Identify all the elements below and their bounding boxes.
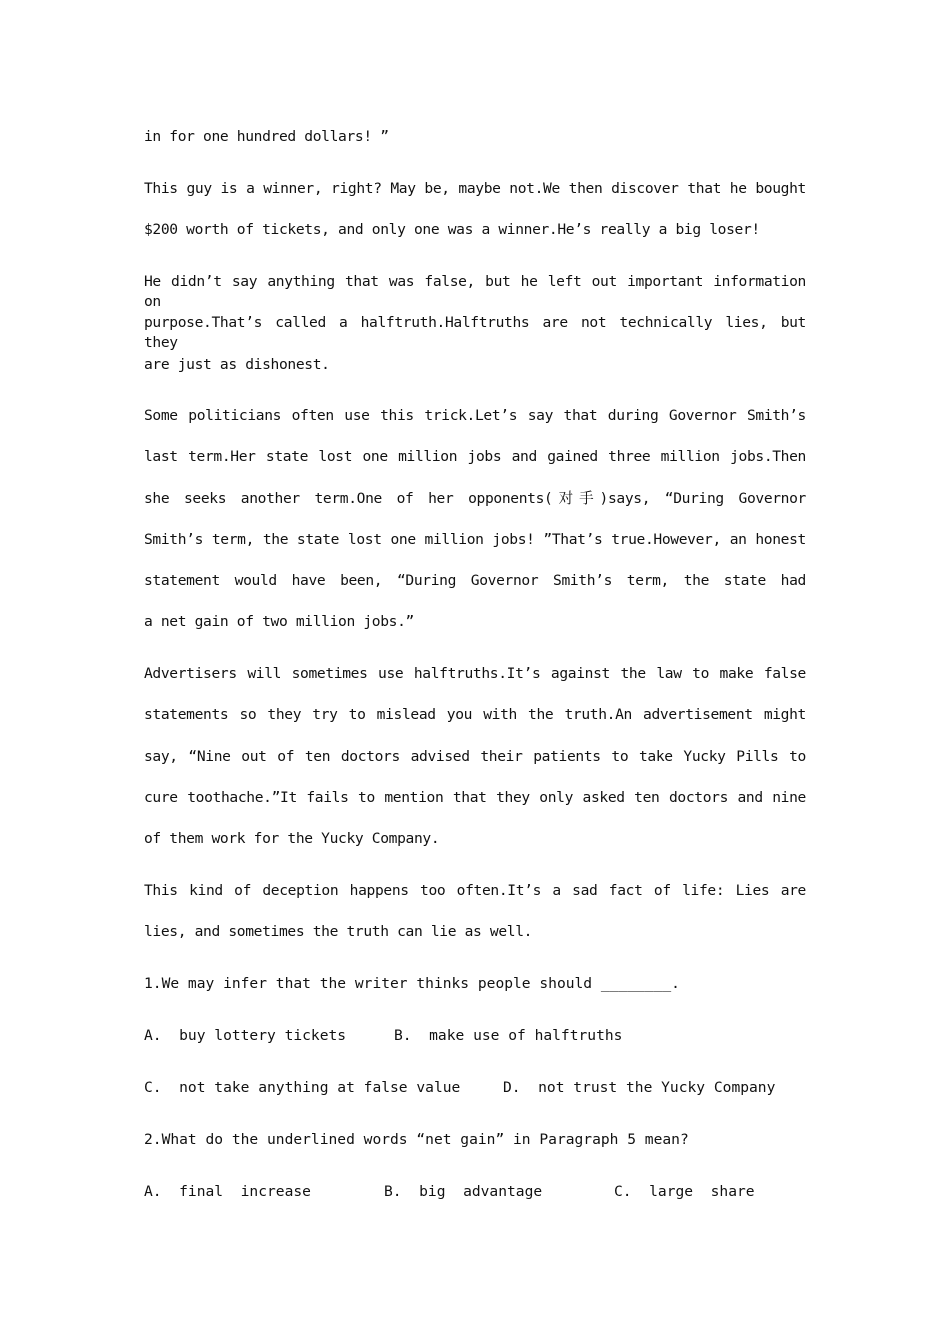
text-line: statements so they try to mislead you with the truth.An advertisement might bbox=[144, 706, 806, 724]
text-line: This guy is a winner, right? May be, maybe not.We then discover that he bought bbox=[144, 180, 806, 197]
text-line: last term.Her state lost one million jobs and gained three million jobs.Then bbox=[144, 448, 806, 466]
passage-paragraph-2 bbox=[144, 272, 806, 396]
text-line: say, “Nine out of ten doctors advised their patients to take Yucky Pills to bbox=[144, 747, 806, 765]
text-line: statement would have been, “During Governor Smith’s term, the state had bbox=[144, 572, 806, 590]
option-c: C. not take anything at false value bbox=[144, 1079, 461, 1096]
text-line: Smith’s term, the state lost one million jobs! ”That’s true.However, an honest bbox=[144, 530, 806, 548]
passage-paragraph-4 bbox=[144, 664, 806, 870]
text-line: a net gain of two million jobs.” bbox=[144, 613, 414, 631]
option-b: B. big advantage bbox=[384, 1183, 543, 1200]
text-line: $200 worth of tickets, and only one was a winner.He’s really a big loser! bbox=[144, 221, 760, 239]
text-line: Advertisers will sometimes use halftruths.It’s against the law to make false bbox=[144, 665, 806, 682]
passage-paragraph-0 bbox=[144, 127, 806, 168]
passage-paragraph-1 bbox=[144, 179, 806, 262]
question-1-options-row-2 bbox=[144, 1078, 806, 1098]
text-line: This kind of deception happens too often.It’s a sad fact of life: Lies are bbox=[144, 882, 806, 899]
text-line: of them work for the Yucky Company. bbox=[144, 830, 440, 848]
text-line: cure toothache.”It fails to mention that they only asked ten doctors and nine bbox=[144, 788, 806, 806]
document-page bbox=[144, 0, 806, 1344]
question-2-stem: 2.What do the underlined words “net gain” in Paragraph 5 mean? bbox=[144, 1131, 689, 1148]
passage-paragraph-5 bbox=[144, 881, 806, 964]
option-a: A. buy lottery tickets bbox=[144, 1027, 347, 1044]
option-b: B. make use of halftruths bbox=[394, 1027, 623, 1044]
text-line: purpose.That’s called a halftruth.Halftruths are not technically lies, but they bbox=[144, 314, 806, 352]
text-line: lies, and sometimes the truth can lie as well. bbox=[144, 923, 533, 941]
text-line: are just as dishonest. bbox=[144, 355, 330, 373]
text-line: Some politicians often use this trick.Let’s say that during Governor Smith’s bbox=[144, 407, 806, 424]
question-2-options-row-1 bbox=[144, 1182, 806, 1202]
question-1-options-row-1 bbox=[144, 1026, 806, 1046]
option-a: A. final increase bbox=[144, 1183, 311, 1200]
passage-paragraph-3 bbox=[144, 406, 806, 654]
question-1-stem: 1.We may infer that the writer thinks people should ________. bbox=[144, 975, 680, 992]
option-c: C. large share bbox=[614, 1183, 755, 1200]
text-line: He didn’t say anything that was false, but he left out important information on bbox=[144, 273, 806, 310]
option-d: D. not trust the Yucky Company bbox=[503, 1079, 776, 1096]
text-line: in for one hundred dollars! ” bbox=[144, 128, 389, 145]
text-line: she seeks another term.One of her opponents(对手)says, “During Governor bbox=[144, 489, 806, 507]
